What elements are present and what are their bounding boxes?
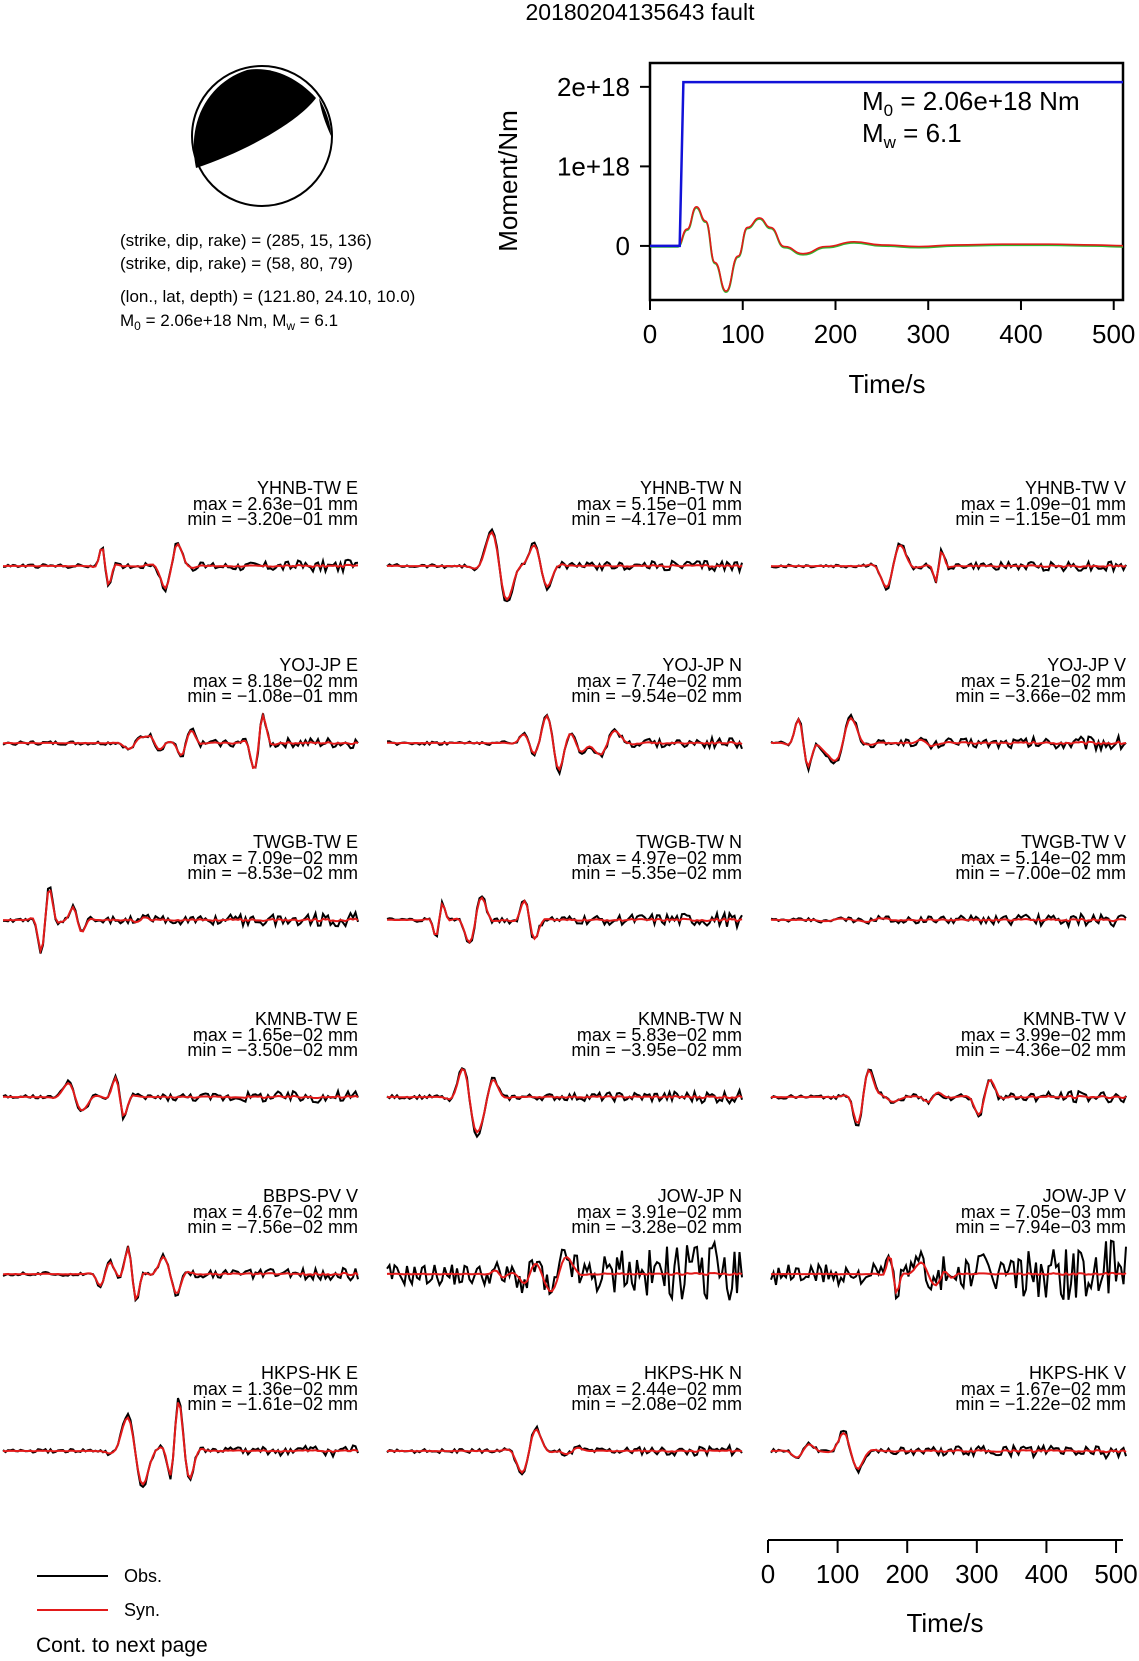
station-max: max = 4.97e−02 mm (576, 848, 742, 868)
station-min: min = −3.28e−02 mm (571, 1217, 742, 1237)
station-max: max = 1.67e−02 mm (960, 1379, 1126, 1399)
mechanism-line-1: (strike, dip, rake) = (285, 15, 136) (120, 231, 372, 250)
station-label: TWGB-TW V (1021, 832, 1126, 852)
moment-xtick-label: 500 (1092, 319, 1136, 349)
station-max: max = 5.15e−01 mm (576, 494, 742, 514)
station-min: min = −1.08e−01 mm (187, 686, 358, 706)
station-max: max = 5.14e−02 mm (960, 848, 1126, 868)
moment-ytick-label: 0 (615, 230, 630, 261)
station-label: KMNB-TW N (638, 1009, 742, 1029)
station-max: max = 1.09e−01 mm (960, 494, 1126, 514)
figure-title: 20180204135643 fault (525, 0, 755, 25)
station-label: HKPS-HK V (1028, 1363, 1126, 1383)
station-max: max = 2.44e−02 mm (576, 1379, 742, 1399)
station-max: max = 5.21e−02 mm (960, 671, 1126, 691)
station-label: KMNB-TW E (255, 1009, 358, 1029)
moment-xtick-label: 100 (721, 319, 765, 349)
station-max: max = 2.63e−01 mm (192, 494, 358, 514)
station-min: min = −3.95e−02 mm (571, 1040, 742, 1060)
moment-ytick-label: 2e+18 (556, 71, 630, 102)
station-label: HKPS-HK N (643, 1363, 742, 1383)
station-min: min = −8.53e−02 mm (187, 863, 358, 883)
station-label: TWGB-TW E (253, 832, 358, 852)
station-label: YHNB-TW E (257, 478, 358, 498)
station-min: min = −5.35e−02 mm (571, 863, 742, 883)
moment-ytick-label: 1e+18 (556, 151, 630, 182)
waveform-xtick-label: 400 (1024, 1559, 1069, 1589)
station-max: max = 3.91e−02 mm (576, 1202, 742, 1222)
station-min: min = −3.20e−01 mm (187, 509, 358, 529)
moment-xlabel: Time/s (848, 369, 926, 399)
moment-xtick-label: 300 (906, 319, 950, 349)
station-label: YHNB-TW N (640, 478, 742, 498)
waveform-xtick-label: 300 (955, 1559, 999, 1589)
station-max: max = 7.74e−02 mm (576, 671, 742, 691)
station-min: min = −1.61e−02 mm (187, 1394, 358, 1414)
station-label: YOJ-JP E (279, 655, 358, 675)
station-max: max = 7.05e−03 mm (960, 1202, 1126, 1222)
moment-ylabel: Moment/Nm (493, 110, 523, 252)
legend-obs-label: Obs. (124, 1566, 163, 1586)
station-max: max = 8.18e−02 mm (192, 671, 358, 691)
moment-xtick-label: 400 (999, 319, 1043, 349)
mechanism-line-3: (lon., lat, depth) = (121.80, 24.10, 10.0) (120, 287, 416, 306)
station-label: YOJ-JP V (1047, 655, 1126, 675)
waveform-xtick-label: 200 (885, 1559, 929, 1589)
station-label: YOJ-JP N (662, 655, 742, 675)
station-max: max = 1.65e−02 mm (192, 1025, 358, 1045)
station-min: min = −4.36e−02 mm (955, 1040, 1126, 1060)
focal-mechanism-beachball (192, 66, 332, 206)
moment-annotation-m0: $M_0 = 2.06e+18$ Nm (862, 86, 1080, 120)
footer-note: Cont. to next page (36, 1634, 208, 1657)
station-max: max = 4.67e−02 mm (192, 1202, 358, 1222)
station-label: HKPS-HK E (260, 1363, 358, 1383)
mechanism-line-2: (strike, dip, rake) = (58, 80, 79) (120, 254, 353, 273)
waveform-xtick-label: 0 (760, 1559, 776, 1589)
legend-syn-label: Syn. (124, 1600, 161, 1620)
station-min: min = −9.54e−02 mm (571, 686, 742, 706)
station-min: min = −4.17e−01 mm (571, 509, 742, 529)
waveform-xlabel: Time/s (906, 1608, 984, 1638)
waveform-xtick-label: 100 (815, 1559, 860, 1589)
station-label: KMNB-TW V (1023, 1009, 1126, 1029)
station-min: min = −7.94e−03 mm (955, 1217, 1126, 1237)
station-min: min = −2.08e−02 mm (571, 1394, 742, 1414)
station-min: min = −3.66e−02 mm (955, 686, 1126, 706)
station-min: min = −1.15e−01 mm (955, 509, 1126, 529)
moment-xtick-label: 200 (813, 319, 858, 349)
station-max: max = 7.09e−02 mm (192, 848, 358, 868)
station-min: min = −3.50e−02 mm (187, 1040, 358, 1060)
station-min: min = −7.56e−02 mm (187, 1217, 358, 1237)
station-min: min = −7.00e−02 mm (955, 863, 1126, 883)
moment-magnitude-line: $M_0 = 2.06e+18$ Nm, $M_w = 6.1$ (120, 311, 339, 333)
moment-xtick-label: 0 (642, 319, 658, 349)
station-max: max = 1.36e−02 mm (192, 1379, 358, 1399)
station-max: max = 5.83e−02 mm (576, 1025, 742, 1045)
moment-annotation-mw: $M_w = 6.1$ (862, 118, 962, 152)
station-max: max = 3.99e−02 mm (960, 1025, 1126, 1045)
waveform-xtick-label: 500 (1094, 1559, 1138, 1589)
station-label: BBPS-PV V (262, 1186, 358, 1206)
station-label: TWGB-TW N (636, 832, 742, 852)
station-min: min = −1.22e−02 mm (955, 1394, 1126, 1414)
station-label: JOW-JP N (657, 1186, 742, 1206)
station-label: YHNB-TW V (1025, 478, 1126, 498)
station-label: JOW-JP V (1042, 1186, 1126, 1206)
